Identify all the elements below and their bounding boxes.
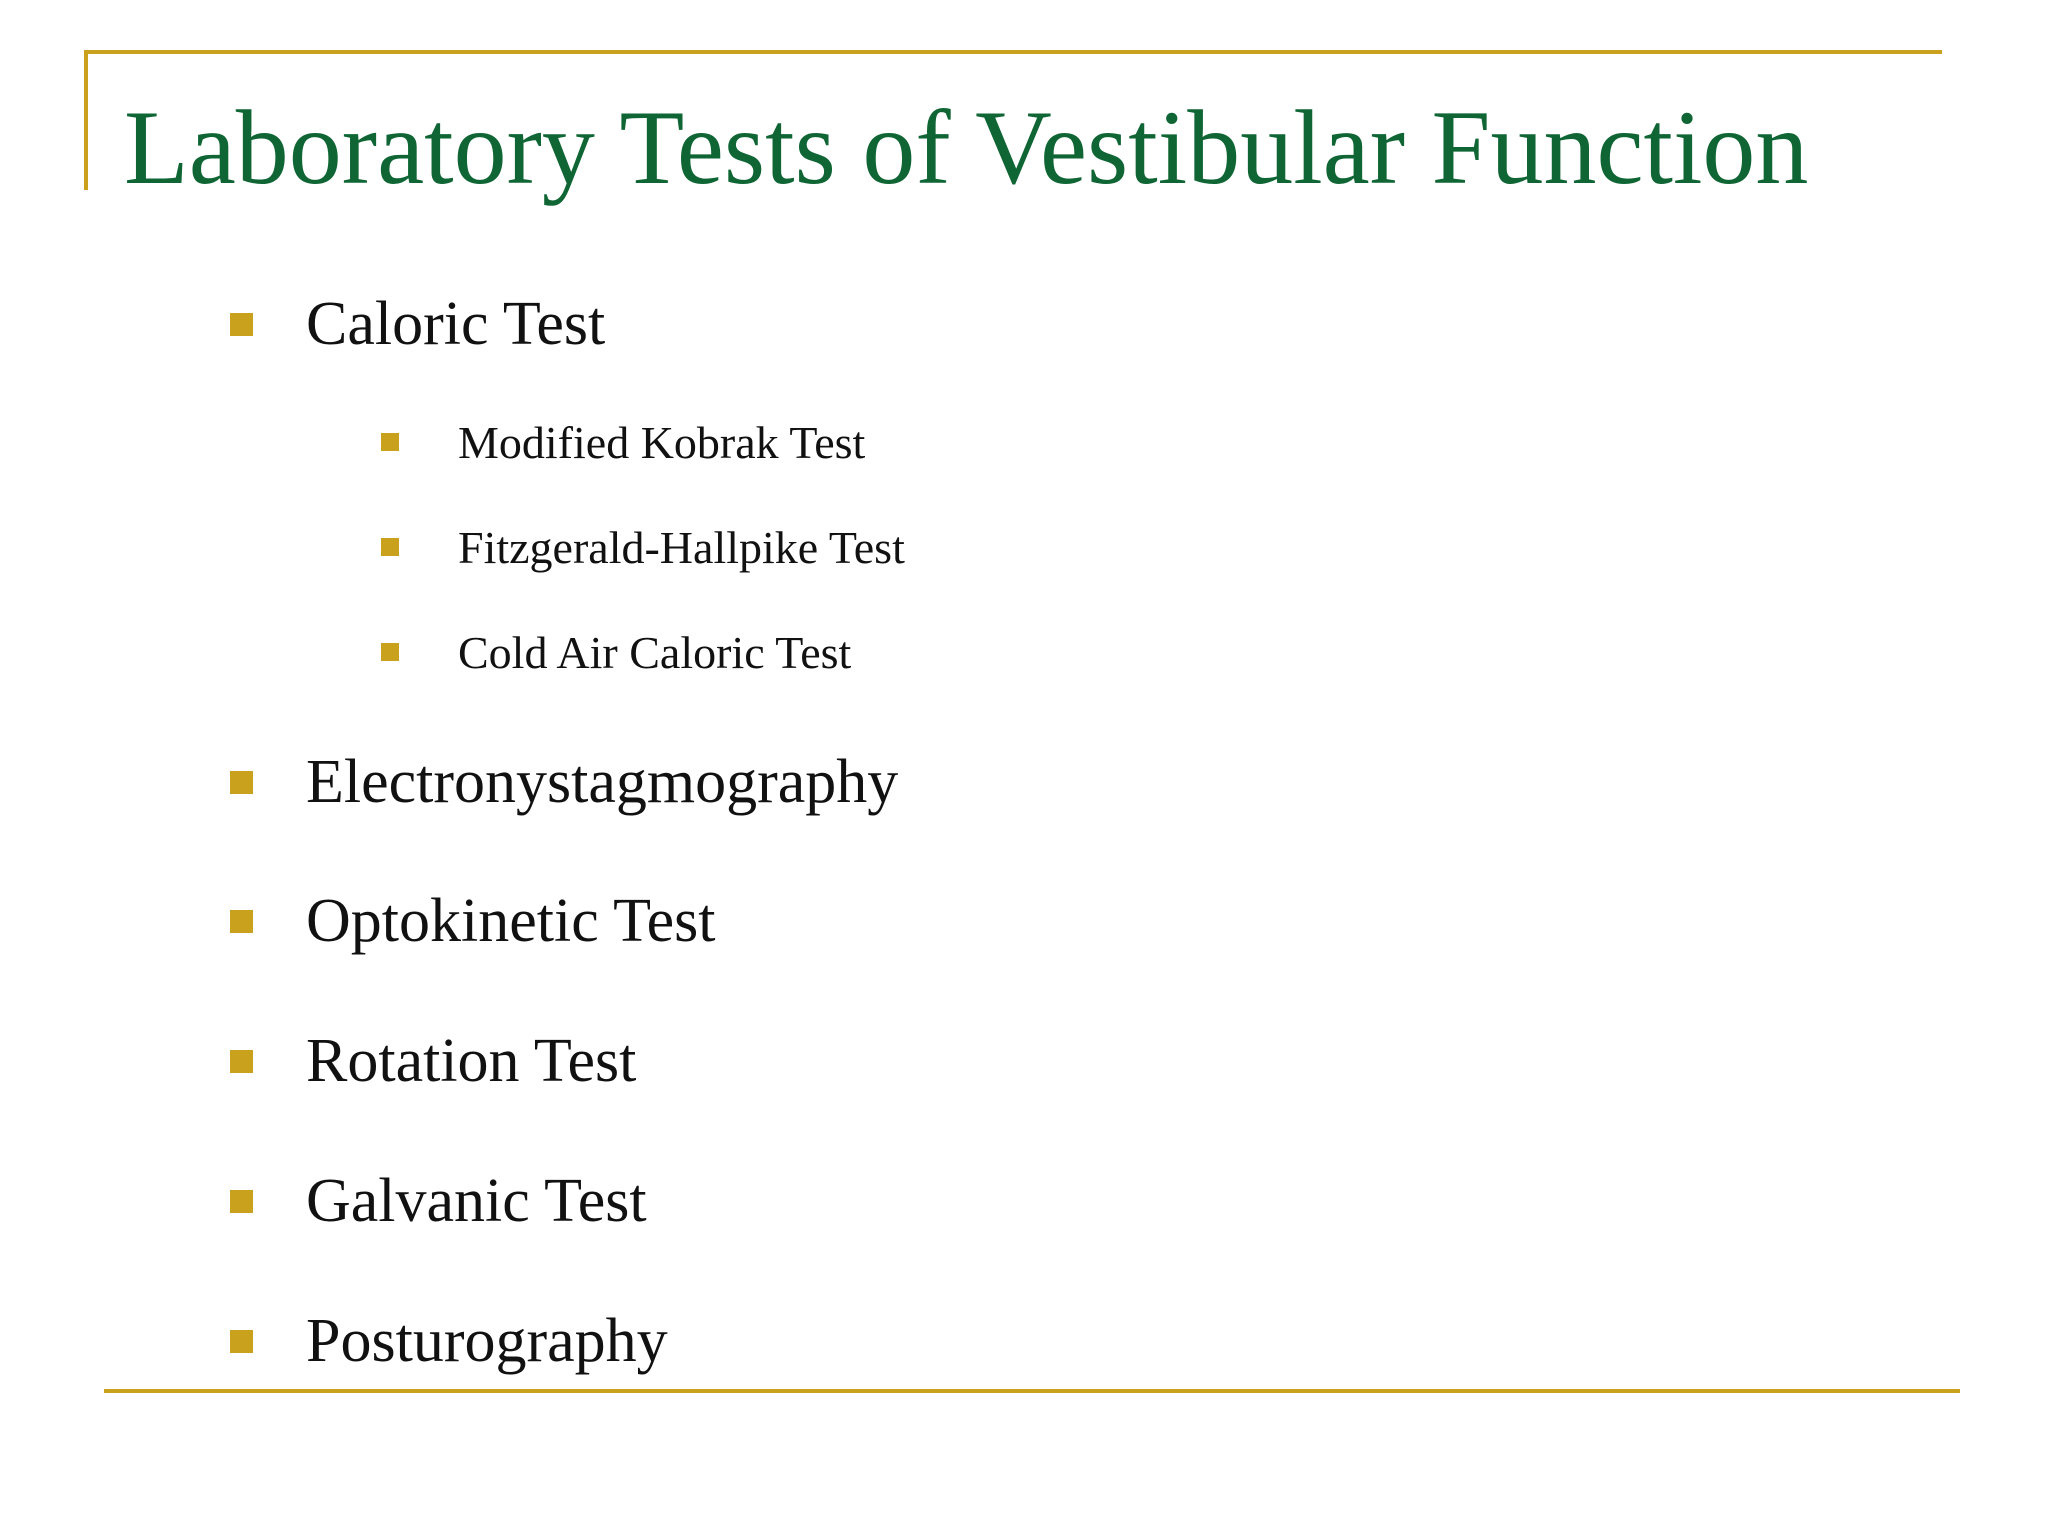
bullet-item	[230, 1301, 668, 1381]
bullet-item	[230, 1161, 647, 1241]
square-bullet-icon	[230, 771, 253, 794]
bullet-item	[230, 1021, 636, 1101]
bullet-item	[230, 881, 716, 961]
bullet-item	[230, 742, 898, 822]
sub-bullet-item	[381, 517, 905, 577]
top-rule	[84, 50, 1942, 54]
bullet-label: Caloric Test	[306, 289, 606, 358]
bullet-label: Rotation Test	[306, 1026, 637, 1095]
bottom-rule	[104, 1389, 1960, 1393]
square-bullet-icon	[230, 1330, 253, 1353]
bullet-label: Optokinetic Test	[306, 886, 716, 955]
square-bullet-icon	[230, 1190, 253, 1213]
sub-bullet-label: Modified Kobrak Test	[458, 416, 866, 468]
sub-bullet-label: Fitzgerald-Hallpike Test	[458, 521, 905, 573]
left-rule	[84, 50, 88, 190]
slide-title: Laboratory Tests of Vestibular Function	[124, 89, 1809, 206]
square-bullet-icon	[230, 313, 253, 336]
bullet-item	[230, 284, 605, 364]
bullet-label: Galvanic Test	[306, 1166, 647, 1235]
square-bullet-icon	[381, 433, 399, 451]
square-bullet-icon	[230, 910, 253, 933]
square-bullet-icon	[381, 643, 399, 661]
bullet-label: Posturography	[306, 1306, 668, 1375]
sub-bullet-item	[381, 412, 865, 472]
square-bullet-icon	[230, 1050, 253, 1073]
square-bullet-icon	[381, 538, 399, 556]
sub-bullet-item	[381, 622, 851, 682]
bullet-label: Electronystagmography	[306, 747, 899, 816]
sub-bullet-label: Cold Air Caloric Test	[458, 626, 852, 678]
